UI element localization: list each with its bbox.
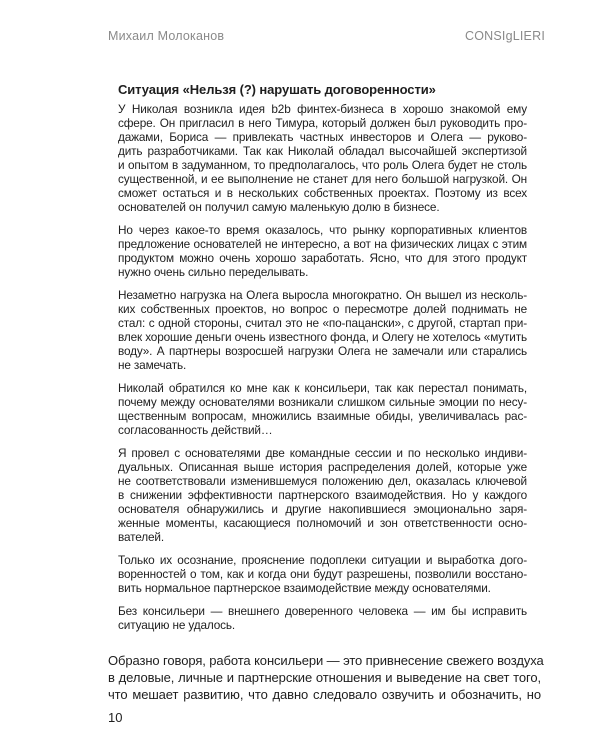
text-line: предложение основателей не интересно, а вот на физических лицах с этим <box>118 237 527 251</box>
text-line: влек хорошие деньги очень известного фонда, и Олегу не хотелось «мутить <box>118 330 527 344</box>
case-paragraph <box>118 553 527 595</box>
text-line: вателей. <box>118 530 164 544</box>
text-line: нужно очень сильно переделывать. <box>118 265 309 279</box>
text-line: почему между основателями возникали слишком сильные эмоции по несу- <box>118 395 527 409</box>
case-paragraph <box>118 381 527 437</box>
text-line: Николай обратился ко мне как к консильери, так как перестал понимать, <box>118 381 527 395</box>
text-line: вить нормальное партнерское взаимодействие между основателями. <box>118 581 491 595</box>
text-line: не соответствовали изменившемуся положению дел, оказалась ключевой <box>118 474 527 488</box>
case-study-title: Ситуация «Нельзя (?) нарушать договоренности» <box>118 82 436 97</box>
text-line: дажами, Бориса — привлекать частных инвесторов и Олега — руково- <box>118 130 527 144</box>
text-line: Но через какое-то время оказалось, что рынку корпоративных клиентов <box>118 223 527 237</box>
text-line: воду». А партнеры возросшей нагрузки Олега не замечали или старались <box>118 344 527 358</box>
text-line: ких собственных проектов, но вопрос о пересмотре долей поднимать не <box>118 302 527 316</box>
text-line: продуктом можно очень хорошо заработать. Ясно, что для этого продукт <box>118 251 527 265</box>
text-line: сфере. Он пригласил в него Тимура, который должен был руководить про- <box>118 116 527 130</box>
text-line: сможет остаться и в нескольких собственных проектах. Поэтому из всех <box>118 186 527 200</box>
text-line: Незаметно нагрузка на Олега выросла многократно. Он вышел из несколь- <box>118 288 527 302</box>
text-line: Без консильери — внешнего доверенного человека — им бы исправить <box>118 604 527 618</box>
main-paragraph <box>108 652 544 703</box>
text-line: Образно говоря, работа консильери — это привнесение свежего воздуха <box>108 653 544 668</box>
text-line: согласованность действий… <box>118 423 273 437</box>
text-line: стал: с одной стороны, считал это не «по-пацански», с другой, стартап при- <box>118 316 527 330</box>
case-study-box <box>118 82 527 641</box>
case-paragraph <box>118 604 527 632</box>
text-line: женные моменты, касающиеся полномочий и зон ответственности осно- <box>118 516 527 530</box>
case-paragraph <box>118 288 527 372</box>
text-line: в снижении эффективности партнерского взаимодействия. Но у каждого <box>118 488 527 502</box>
text-line: У Николая возникла идея b2b финтех-бизнеса в хорошо знакомой ему <box>118 102 527 116</box>
text-line: Только их осознание, прояснение подоплеки ситуации и выработка дого- <box>118 553 527 567</box>
text-line: основателя обнаружились и другие накопившиеся эмоционально заря- <box>118 502 527 516</box>
text-line: дить разработчиками. Так как Николай обладал высочайшей экспертизой <box>118 144 527 158</box>
text-line: что мешает развитию, что давно следовало озвучить и обозначить, но <box>108 687 541 702</box>
text-line: основателей он получил самую маленькую долю в бизнесе. <box>118 200 440 214</box>
text-line: Я провел с основателями две командные сессии и по несколько индиви- <box>118 446 527 460</box>
text-line: существенной, и ее выполнение не станет для него большой нагрузкой. Он <box>118 172 527 186</box>
text-line: щественным вопросам, множились взаимные обиды, увеличивалась рас- <box>118 409 527 423</box>
text-line: дуальных. Описанная выше история распределения долей, которые уже <box>118 460 527 474</box>
case-paragraph <box>118 446 527 544</box>
case-paragraph <box>118 102 527 214</box>
text-line: не замечать. <box>118 358 187 372</box>
case-paragraph <box>118 223 527 279</box>
text-line: ситуацию не удалось. <box>118 618 236 632</box>
text-line: и опытом в задуманном, то предполагалось, что роль Олега будет не столь <box>118 158 527 172</box>
running-header-title: CONSIgLIERI <box>464 29 545 43</box>
page-number: 10 <box>108 710 123 725</box>
running-header-author: Михаил Молоканов <box>108 29 225 43</box>
text-line: в деловые, личные и партнерские отношения и выведение на свет того, <box>108 670 541 685</box>
text-line: воренностей о том, как и когда они будут разрешены, позволили восстано- <box>118 567 527 581</box>
